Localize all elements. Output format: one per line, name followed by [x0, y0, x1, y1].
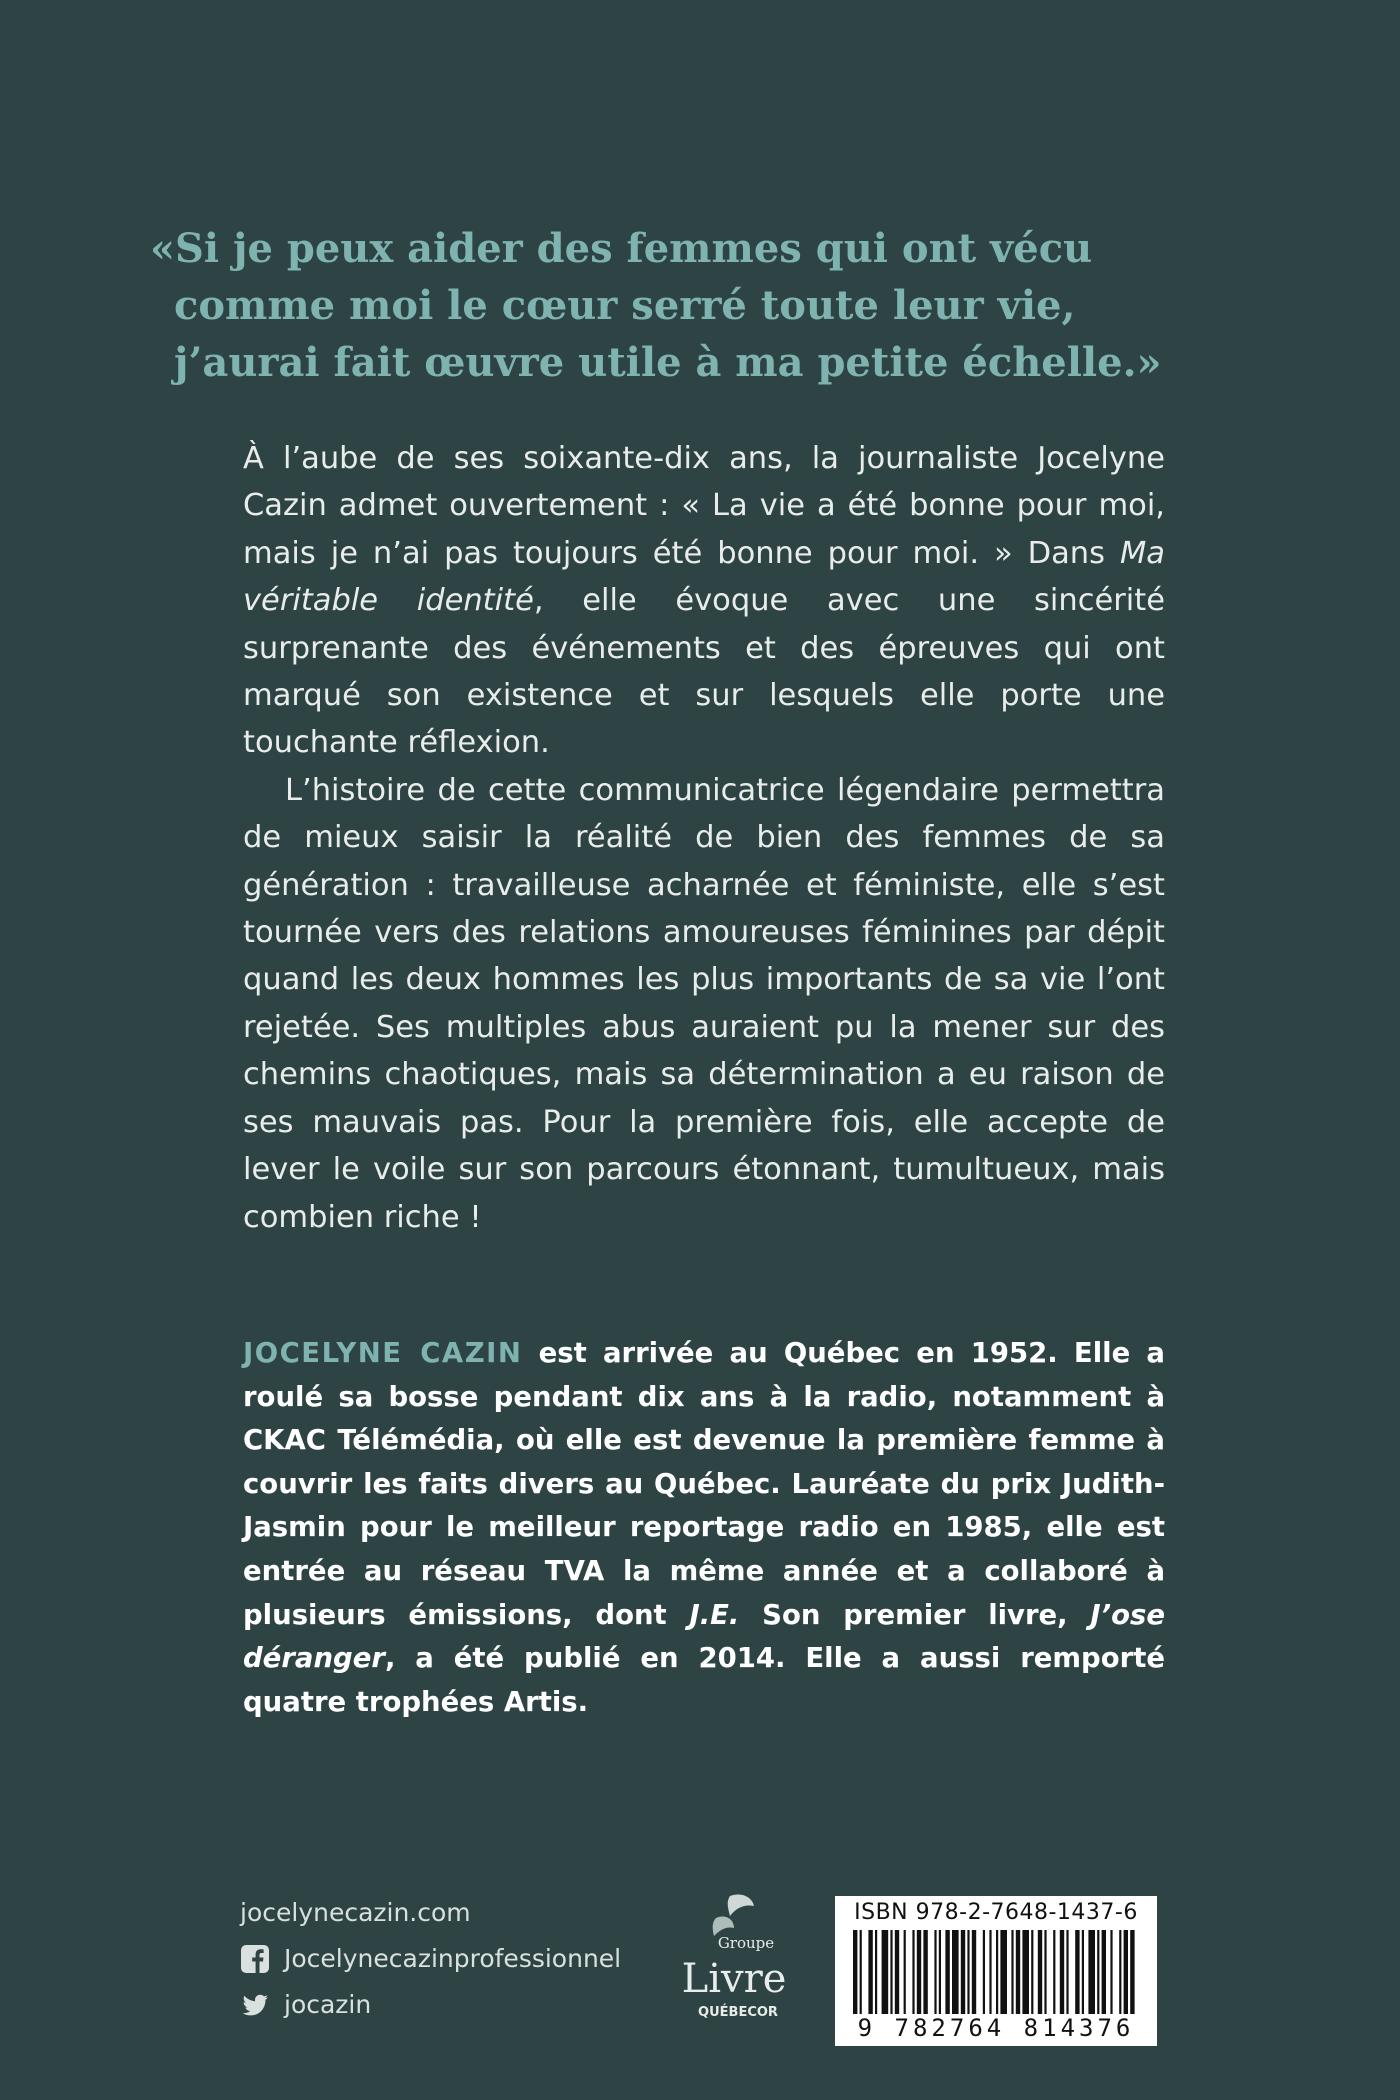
book-description — [243, 435, 1165, 1241]
publisher-logo — [668, 1888, 808, 2038]
website-link[interactable]: jocelynecazin.com — [240, 1898, 471, 1927]
publisher-groupe: Groupe — [717, 1934, 775, 1952]
description-paragraph-2: L’histoire de cette communicatrice légendaire permettra de mieux saisir la réalité de bien des femmes de sa génération : travailleuse acharnée et féministe, elle s’est tournée vers des relations amoureuses féminines par dépit quand les deux hommes les plus importants de sa vie l’ont rejetée. Ses multiples abus auraient pu la mener sur des chemins chaotiques, mais sa détermination a eu raison de ses mauvais pas. Pour la première fois, elle accepte de lever le voile sur son parcours étonnant, tumultueux, mais combien riche ! — [243, 772, 1165, 1235]
publisher-quebecor: QUÉBECOR — [698, 2005, 778, 2020]
barcode-digits: 9 782764 814376 — [835, 2014, 1157, 2042]
isbn-barcode — [835, 1896, 1157, 2046]
description-paragraph-1: À l’aube de ses soixante-dix ans, la journaliste Jocelyne Cazin admet ouvertement : « La vie a été bonne pour moi, mais je n’ai pas toujours été bonne pour moi. » Dans Ma véritable identité, elle évoque avec une sincérité surprenante des événements et des épreuves qui ont marqué son existence et sur lesquels elle porte une touchante réflexion. — [243, 441, 1165, 761]
first-book-title: J’ose déranger — [243, 1598, 1165, 1675]
book-title: Ma véritable identité — [243, 535, 1165, 619]
pull-quote: «Si je peux aider des femmes qui ont vécu comme moi le cœur serré toute leur vie, j’aurai fait œuvre utile à ma petite échelle.» — [150, 225, 1162, 386]
author-links — [240, 1890, 621, 2028]
author-name: JOCELYNE CAZIN — [243, 1337, 523, 1369]
twitter-link[interactable]: jocazin — [240, 1982, 621, 2028]
facebook-link[interactable]: Jocelynecazinprofessionnel — [240, 1936, 621, 1982]
twitter-icon — [240, 1990, 270, 2020]
publisher-livre: Livre — [681, 1956, 787, 2002]
facebook-icon — [240, 1944, 270, 1974]
isbn-label: ISBN 978-2-7648-1437-6 — [854, 1900, 1138, 1925]
author-bio: JOCELYNE CAZIN est arrivée au Québec en 1952. Elle a roulé sa bosse pendant dix ans à la radio, notamment à CKAC Télémédia, où elle est devenue la première femme à couvrir les faits divers au Québec. Lauréate du prix Judith-Jasmin pour le meilleur reportage radio en 1985, elle est entrée au réseau TVA la même année et a collaboré à plusieurs émissions, dont J.E. Son premier livre, J’ose déranger, a été publié en 2014. Elle a aussi remporté quatre trophées Artis. — [243, 1337, 1165, 1718]
show-title: J.E. — [689, 1598, 740, 1631]
